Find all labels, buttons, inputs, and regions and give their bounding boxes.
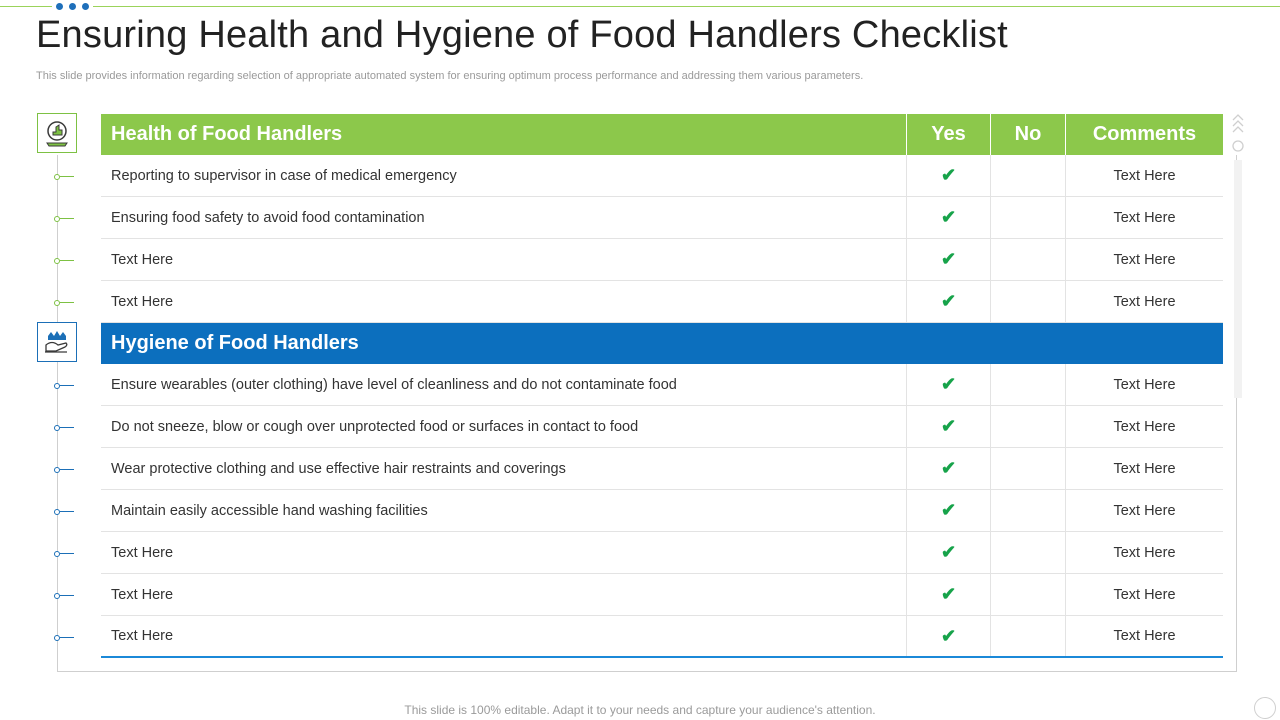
table-row (101, 490, 1223, 532)
hygiene-header-row (101, 323, 1223, 364)
table-row (101, 281, 1223, 323)
comment-cell: Text Here (1065, 490, 1223, 531)
table-row (101, 155, 1223, 197)
yes-check-icon[interactable]: ✔ (906, 490, 990, 531)
checklist-item: Text Here (111, 586, 174, 603)
no-cell[interactable] (990, 197, 1065, 238)
comment-cell: Text Here (1065, 239, 1223, 280)
no-cell[interactable] (990, 155, 1065, 196)
table-row (101, 239, 1223, 281)
comment-cell: Text Here (1065, 448, 1223, 489)
row-marker (54, 469, 74, 470)
health-thumbs-up-icon (37, 113, 77, 153)
yes-check-icon[interactable]: ✔ (906, 532, 990, 573)
scrollbar-track[interactable] (1234, 160, 1242, 398)
no-cell[interactable] (990, 239, 1065, 280)
comment-cell: Text Here (1065, 574, 1223, 615)
yes-check-icon[interactable]: ✔ (906, 281, 990, 322)
page-title: Ensuring Health and Hygiene of Food Handlers Checklist (36, 14, 1008, 56)
decor-dots (52, 0, 93, 12)
no-cell[interactable] (990, 448, 1065, 489)
hygiene-section-heading: Hygiene of Food Handlers (111, 332, 359, 354)
corner-decor (1254, 697, 1276, 719)
no-cell[interactable] (990, 616, 1065, 656)
scroll-up-icon[interactable] (1230, 112, 1246, 159)
row-marker (54, 637, 74, 638)
comment-cell: Text Here (1065, 616, 1223, 656)
table-row (101, 197, 1223, 239)
checklist-item: Reporting to supervisor in case of medical emergency (111, 167, 457, 184)
checklist-item: Do not sneeze, blow or cough over unprotected food or surfaces in contact to food (111, 418, 639, 435)
health-section-heading: Health of Food Handlers (111, 123, 343, 145)
checklist-item: Maintain easily accessible hand washing facilities (111, 502, 428, 519)
no-cell[interactable] (990, 364, 1065, 405)
no-cell[interactable] (990, 532, 1065, 573)
no-cell[interactable] (990, 574, 1065, 615)
yes-check-icon[interactable]: ✔ (906, 448, 990, 489)
table-row (101, 406, 1223, 448)
checklist-item: Wear protective clothing and use effective hair restraints and coverings (111, 460, 566, 477)
row-marker (54, 511, 74, 512)
comment-cell: Text Here (1065, 406, 1223, 447)
row-marker (54, 260, 74, 261)
comment-cell: Text Here (1065, 281, 1223, 322)
table-row (101, 616, 1223, 658)
top-rule (0, 6, 1280, 7)
column-no-header: No (990, 114, 1065, 155)
row-marker (54, 427, 74, 428)
health-header-row (101, 114, 1223, 155)
yes-check-icon[interactable]: ✔ (906, 239, 990, 280)
checklist-item: Ensuring food safety to avoid food contamination (111, 209, 425, 226)
checklist-item: Ensure wearables (outer clothing) have level of cleanliness and do not contaminate food (111, 376, 677, 393)
checklist-item: Text Here (111, 544, 174, 561)
checklist-item: Text Here (111, 251, 174, 268)
hygiene-hand-wash-icon (37, 322, 77, 362)
comment-cell: Text Here (1065, 197, 1223, 238)
row-marker (54, 176, 74, 177)
column-yes-header: Yes (906, 114, 990, 155)
page-subtitle: This slide provides information regarding selection of appropriate automated system for ensuring optimum process performance and addressing them various parameters. (36, 70, 864, 82)
comment-cell: Text Here (1065, 155, 1223, 196)
table-row (101, 574, 1223, 616)
comment-cell: Text Here (1065, 364, 1223, 405)
checklist-item: Text Here (111, 628, 174, 644)
yes-check-icon[interactable]: ✔ (906, 616, 990, 656)
row-marker (54, 302, 74, 303)
row-marker (54, 595, 74, 596)
yes-check-icon[interactable]: ✔ (906, 574, 990, 615)
table-row (101, 532, 1223, 574)
checklist-item: Text Here (111, 293, 174, 310)
no-cell[interactable] (990, 406, 1065, 447)
table-row (101, 448, 1223, 490)
footer-note: This slide is 100% editable. Adapt it to your needs and capture your audience's attention. (404, 703, 876, 717)
yes-check-icon[interactable]: ✔ (906, 364, 990, 405)
checklist-table (101, 114, 1223, 658)
column-comments-header: Comments (1065, 114, 1223, 155)
yes-check-icon[interactable]: ✔ (906, 197, 990, 238)
no-cell[interactable] (990, 490, 1065, 531)
comment-cell: Text Here (1065, 532, 1223, 573)
no-cell[interactable] (990, 281, 1065, 322)
row-marker (54, 385, 74, 386)
row-marker (54, 218, 74, 219)
table-row (101, 364, 1223, 406)
yes-check-icon[interactable]: ✔ (906, 155, 990, 196)
yes-check-icon[interactable]: ✔ (906, 406, 990, 447)
row-marker (54, 553, 74, 554)
